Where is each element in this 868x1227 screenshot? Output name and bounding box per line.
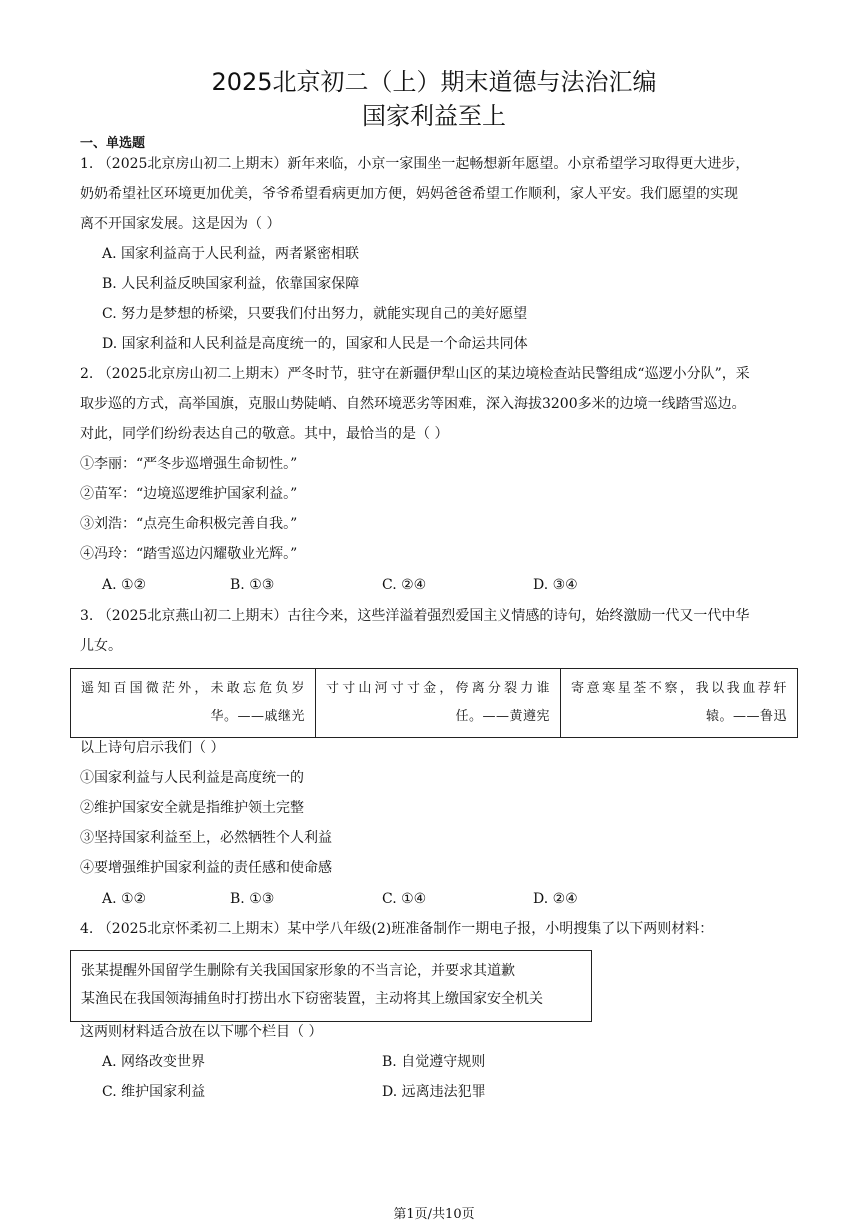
option-b: B. 自觉遵守规则 [382, 1054, 486, 1070]
question-text-line: 4. （2025北京怀柔初二上期末）某中学八年级(2)班准备制作一期电子报，小明搜集了以下两则材料： [80, 921, 714, 937]
option-a: A. 国家利益高于人民利益，两者紧密相联 [102, 246, 360, 262]
poem-line: 华。——戚继光 [210, 709, 305, 724]
poem-cell [561, 669, 797, 737]
statement: ③刘浩：“点亮生命积极完善自我。” [80, 516, 298, 532]
question-prompt: 以上诗句启示我们（ ） [80, 740, 225, 756]
section-heading: 一、单选题 [80, 136, 146, 151]
option-a: A. 网络改变世界 [102, 1054, 206, 1070]
poem-line: 寸寸山河寸寸金，侉离分裂力谁 [326, 681, 550, 696]
option-b: B. 人民利益反映国家利益，依靠国家保障 [102, 276, 360, 292]
question-text-line: 1. （2025北京房山初二上期末）新年来临，小京一家围坐一起畅想新年愿望。小京希望学习取得更大进步， [80, 156, 750, 172]
statement: ②维护国家安全就是指维护领土完整 [80, 800, 304, 816]
question-text-line: 3. （2025北京燕山初二上期末）古往今来，这些洋溢着强烈爱国主义情感的诗句，始终激励一代又一代中华 [80, 608, 750, 624]
poem-cell [71, 669, 316, 737]
statement: ④要增强维护国家利益的责任感和使命感 [80, 860, 332, 876]
document-subtitle: 国家利益至上 [362, 102, 506, 130]
poem-table [70, 668, 798, 738]
option-c: C. 维护国家利益 [102, 1084, 206, 1100]
question-text-line: 儿女。 [80, 638, 122, 654]
option-a: A. ①② [102, 891, 147, 907]
question-text-line: 对此，同学们纷纷表达自己的敬意。其中，最恰当的是（ ） [80, 426, 449, 442]
option-c: C. 努力是梦想的桥梁，只要我们付出努力，就能实现自己的美好愿望 [102, 306, 528, 322]
option-d: D. ②④ [533, 891, 578, 907]
document-title: 2025北京初二（上）期末道德与法治汇编 [211, 68, 657, 96]
option-d: D. 远离违法犯罪 [382, 1084, 486, 1100]
option-d: D. 国家利益和人民利益是高度统一的，国家和人民是一个命运共同体 [102, 336, 528, 352]
material-item: 某渔民在我国领海捕鱼时打捞出水下窃密装置，主动将其上缴国家安全机关 [81, 991, 543, 1007]
poem-cell [316, 669, 561, 737]
statement: ②苗军：“边境巡逻维护国家利益。” [80, 486, 298, 502]
question-text-line: 奶奶希望社区环境更加优美，爷爷希望看病更加方便，妈妈爸爸希望工作顺利，家人平安。我们愿望的实现 [80, 186, 738, 202]
question-text-line: 离不开国家发展。这是因为（ ） [80, 216, 281, 232]
material-box [70, 950, 592, 1022]
statement: ①国家利益与人民利益是高度统一的 [80, 770, 304, 786]
material-item: 张某提醒外国留学生删除有关我国国家形象的不当言论，并要求其道歉 [81, 963, 515, 979]
statement: ③坚持国家利益至上，必然牺牲个人利益 [80, 830, 332, 846]
option-a: A. ①② [102, 577, 147, 593]
option-c: C. ②④ [382, 577, 427, 593]
poem-line: 寄意寒星荃不察，我以我血荐轩 [571, 681, 787, 696]
page-number: 第1页/共10页 [393, 1207, 475, 1222]
statement: ①李丽：“严冬步巡增强生命韧性。” [80, 456, 298, 472]
question-text-line: 取步巡的方式，高举国旗，克服山势陡峭、自然环境恶劣等困难，深入海拔3200多米的边境一线踏雪巡边。 [80, 396, 746, 412]
poem-line: 辕。——鲁迅 [705, 709, 787, 724]
option-b: B. ①③ [230, 577, 275, 593]
question-text-line: 2. （2025北京房山初二上期末）严冬时节，驻守在新疆伊犁山区的某边境检查站民警组成“巡逻小分队”，采 [80, 366, 750, 382]
option-c: C. ①④ [382, 891, 427, 907]
option-d: D. ③④ [533, 577, 578, 593]
poem-line: 遥知百国微茫外，未敢忘危负岁 [81, 681, 305, 696]
statement: ④冯玲：“踏雪巡边闪耀敬业光辉。” [80, 546, 298, 562]
poem-line: 任。——黄遵宪 [455, 709, 550, 724]
option-b: B. ①③ [230, 891, 275, 907]
question-prompt: 这两则材料适合放在以下哪个栏目（ ） [80, 1024, 323, 1040]
